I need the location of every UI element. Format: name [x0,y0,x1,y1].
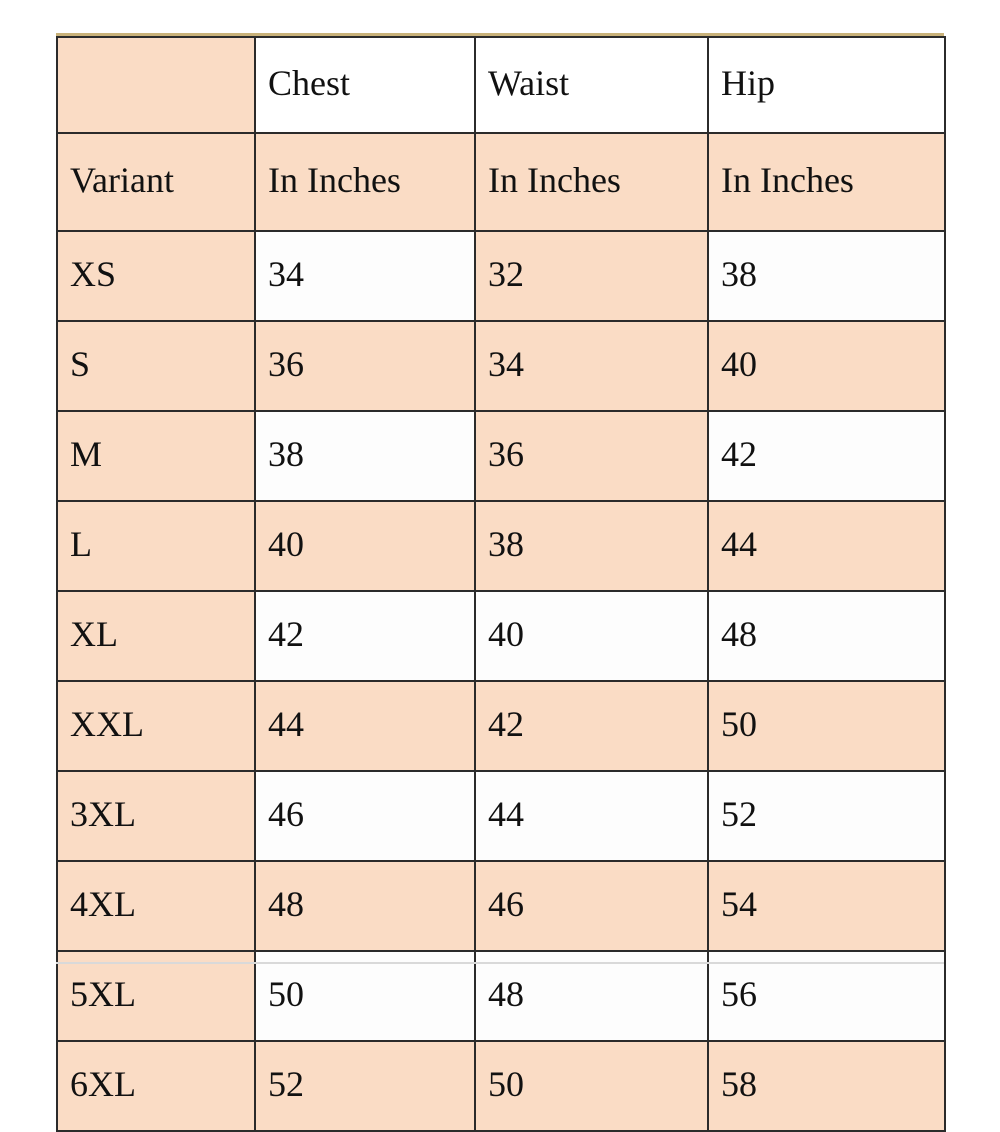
cell-chest: 34 [255,231,475,321]
cell-hip: 50 [708,681,945,771]
cell-hip: 54 [708,861,945,951]
table-header-row-units [57,133,945,231]
table-row [57,501,945,591]
header-waist-units: In Inches [475,133,708,231]
cell-waist: 48 [475,951,708,1041]
header-chest: Chest [255,37,475,133]
bottom-divider [56,962,944,964]
cell-chest: 40 [255,501,475,591]
cell-waist: 42 [475,681,708,771]
cell-chest: 48 [255,861,475,951]
header-chest-units: In Inches [255,133,475,231]
header-waist: Waist [475,37,708,133]
cell-chest: 52 [255,1041,475,1131]
table-row [57,411,945,501]
cell-hip: 58 [708,1041,945,1131]
cell-waist: 44 [475,771,708,861]
cell-variant: XS [57,231,255,321]
cell-hip: 42 [708,411,945,501]
table-row [57,231,945,321]
size-chart-container [56,36,944,1132]
cell-variant: 4XL [57,861,255,951]
table-header-row-measures [57,37,945,133]
table-row [57,321,945,411]
cell-waist: 34 [475,321,708,411]
cell-variant: M [57,411,255,501]
cell-variant: XXL [57,681,255,771]
cell-hip: 48 [708,591,945,681]
cell-chest: 36 [255,321,475,411]
size-chart-table [56,36,946,1132]
cell-variant: L [57,501,255,591]
table-row [57,951,945,1041]
table-row [57,771,945,861]
cell-waist: 32 [475,231,708,321]
cell-variant: XL [57,591,255,681]
cell-hip: 56 [708,951,945,1041]
cell-variant: 6XL [57,1041,255,1131]
header-hip-units: In Inches [708,133,945,231]
cell-waist: 38 [475,501,708,591]
cell-waist: 40 [475,591,708,681]
cell-chest: 44 [255,681,475,771]
cell-waist: 50 [475,1041,708,1131]
cell-chest: 38 [255,411,475,501]
header-hip: Hip [708,37,945,133]
cell-hip: 38 [708,231,945,321]
cell-hip: 44 [708,501,945,591]
table-row [57,861,945,951]
table-row [57,1041,945,1131]
cell-hip: 52 [708,771,945,861]
cell-variant: 5XL [57,951,255,1041]
cell-chest: 46 [255,771,475,861]
table-row [57,591,945,681]
cell-variant: 3XL [57,771,255,861]
cell-chest: 50 [255,951,475,1041]
cell-variant: S [57,321,255,411]
cell-waist: 36 [475,411,708,501]
cell-chest: 42 [255,591,475,681]
header-variant: Variant [57,133,255,231]
table-row [57,681,945,771]
cell-hip: 40 [708,321,945,411]
header-blank-cell [57,37,255,133]
cell-waist: 46 [475,861,708,951]
